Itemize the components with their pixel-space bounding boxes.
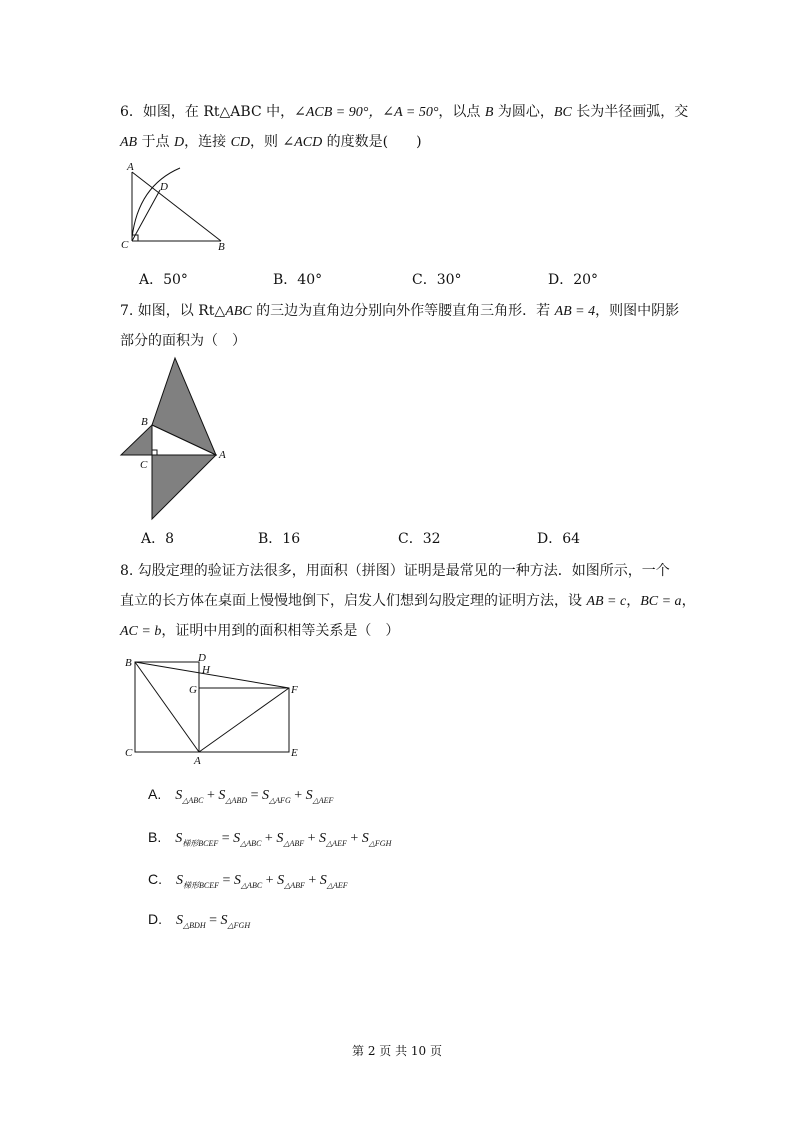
q8-label-b: B bbox=[125, 657, 132, 669]
area-term: $S_{\triangle ABF}$ bbox=[277, 873, 305, 890]
q8-label-d: D bbox=[198, 652, 206, 664]
q8-segment-af bbox=[199, 688, 289, 752]
q6-option-c[interactable]: C．30° bbox=[412, 272, 462, 288]
q6-stem-line1: 6．如图，在 Rt△ABC 中，∠ACB = 90°，∠A = 50°，以点 B 为圆心，BC 长为半径画弧，交 bbox=[120, 104, 689, 120]
area-term: $S_{梯形BCEF}$ bbox=[176, 873, 219, 890]
q8-option-d[interactable] bbox=[148, 910, 250, 935]
operator: + bbox=[304, 873, 320, 888]
q7-figure bbox=[115, 355, 240, 525]
q8-stem-line3: AC = b，证明中用到的面积相等关系是（ ） bbox=[120, 623, 400, 639]
q7-label-c: C bbox=[140, 459, 148, 471]
q6-side-ab bbox=[132, 172, 221, 241]
q8-label-g: G bbox=[189, 684, 197, 696]
q8-segment-bf bbox=[135, 662, 289, 688]
operator: + bbox=[346, 831, 362, 846]
q8-label-h: H bbox=[202, 664, 210, 676]
operator: = bbox=[219, 873, 234, 888]
area-term: $S_{\triangle ABC}$ bbox=[233, 873, 263, 890]
q7-stem-line2: 部分的面积为（ ） bbox=[120, 333, 246, 349]
q8-label-a: A bbox=[194, 755, 201, 767]
q7-label-a: A bbox=[219, 449, 226, 461]
page-footer: 第 2 页 共 10 页 bbox=[352, 1044, 442, 1058]
q8-label-c: C bbox=[125, 747, 133, 759]
operator: + bbox=[203, 788, 219, 803]
q7-label-b: B bbox=[141, 416, 148, 428]
area-term: $S_{\triangle FGH}$ bbox=[361, 831, 392, 848]
q8-segment-ba bbox=[135, 662, 199, 752]
q7-stem-line1: 7. 如图，以 Rt△ABC 的三边为直角边分别向外作等腰直角三角形．若 AB = 4，则图中阴影 bbox=[120, 303, 680, 319]
area-term: $S_{\triangle ABF}$ bbox=[276, 831, 305, 848]
q6-label-a: A bbox=[127, 161, 134, 173]
area-term: $S_{\triangle ABC}$ bbox=[175, 788, 204, 805]
operator: + bbox=[304, 831, 320, 846]
area-term: $S_{\triangle AEF}$ bbox=[319, 831, 347, 848]
q7-option-a[interactable]: A．8 bbox=[141, 531, 175, 547]
q6-option-b[interactable]: B．40° bbox=[273, 272, 323, 288]
operator: = bbox=[218, 831, 234, 846]
operator: = bbox=[247, 788, 263, 803]
q8-label-e: E bbox=[291, 747, 298, 759]
operator: = bbox=[205, 913, 221, 928]
q8-option-label: C. bbox=[148, 871, 162, 887]
q7-option-d[interactable]: D．64 bbox=[537, 531, 581, 547]
q8-option-c[interactable] bbox=[148, 870, 348, 895]
q8-option-label: A. bbox=[148, 786, 162, 802]
q8-stem-line2: 直立的长方体在桌面上慢慢地倒下，启发人们想到勾股定理的证明方法，设 AB = c，BC = a， bbox=[120, 593, 696, 609]
area-term: $S_{\triangle AEF}$ bbox=[319, 873, 348, 890]
q7-shaded-triangle-bc bbox=[121, 425, 152, 455]
area-term: $S_{\triangle BDH}$ bbox=[176, 913, 206, 930]
area-term: $S_{\triangle FGH}$ bbox=[220, 913, 251, 930]
q6-label-c: C bbox=[121, 239, 129, 251]
q8-stem-line1: 8. 勾股定理的验证方法很多，用面积（拼图）证明是最常见的一种方法．如图所示，一个 bbox=[120, 563, 670, 579]
area-term: $S_{梯形BCEF}$ bbox=[175, 831, 219, 848]
q6-label-d: D bbox=[160, 181, 168, 193]
operator: + bbox=[262, 873, 278, 888]
q8-option-label: D. bbox=[148, 911, 162, 927]
q6-stem-line2: AB 于点 D，连接 CD，则 ∠ACD 的度数是( ) bbox=[120, 134, 422, 150]
q6-option-d[interactable]: D．20° bbox=[548, 272, 599, 288]
q8-figure bbox=[120, 650, 310, 770]
q7-shaded-triangle-ca bbox=[152, 455, 216, 519]
area-term: $S_{\triangle AFG}$ bbox=[262, 788, 291, 805]
q6-figure bbox=[118, 160, 238, 255]
area-term: $S_{\triangle ABD}$ bbox=[218, 788, 248, 805]
operator: + bbox=[290, 788, 306, 803]
q8-option-a[interactable] bbox=[148, 785, 333, 810]
q7-option-c[interactable]: C．32 bbox=[398, 531, 441, 547]
q8-label-f: F bbox=[291, 684, 298, 696]
q6-label-b: B bbox=[218, 241, 225, 253]
area-term: $S_{\triangle ABC}$ bbox=[233, 831, 262, 848]
q7-option-b[interactable]: B．16 bbox=[258, 531, 301, 547]
q6-option-a[interactable]: A．50° bbox=[139, 272, 188, 288]
area-term: $S_{\triangle AEF}$ bbox=[305, 788, 334, 805]
q6-segment-cd bbox=[132, 190, 160, 241]
q8-option-label: B. bbox=[148, 829, 162, 845]
operator: + bbox=[261, 831, 277, 846]
q8-option-b[interactable] bbox=[148, 828, 391, 853]
